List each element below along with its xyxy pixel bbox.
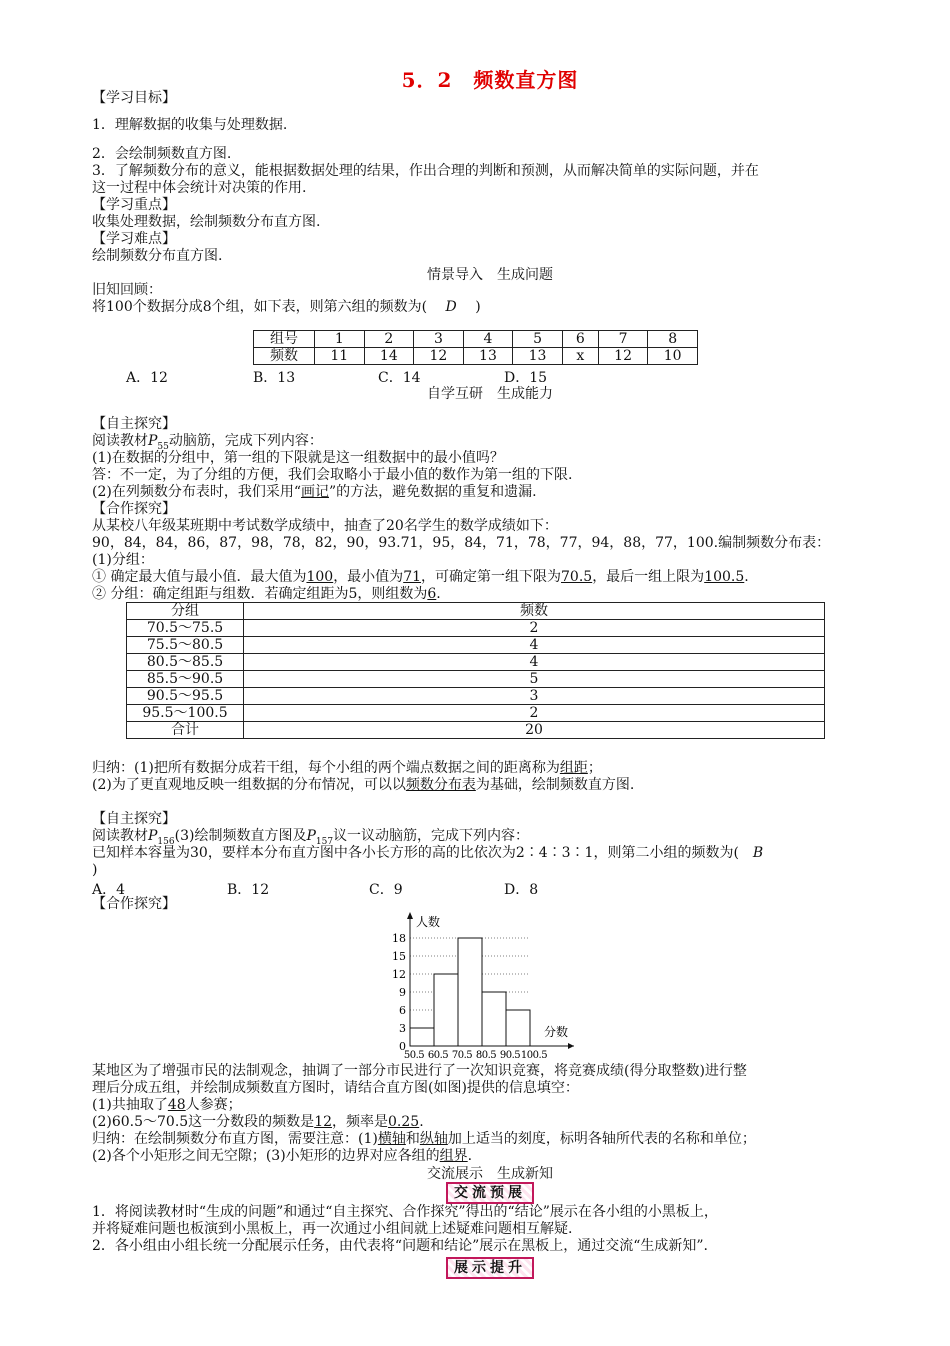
table-cell: 90.5～95.5 [127, 688, 244, 705]
histogram-bar [458, 938, 482, 1046]
table-cell: 1 [315, 331, 365, 348]
x-tick-label: 50.5 [403, 1050, 425, 1060]
coop-text-1: 从某校八年级某班期中考试数学成绩中，抽查了20名学生的数学成绩如下： [92, 518, 558, 534]
table-cell: 13 [513, 348, 563, 365]
table-cell: 75.5～80.5 [127, 637, 244, 654]
question-3-answer: B [752, 845, 764, 861]
review-heading: 旧知回顾： [92, 282, 162, 298]
table-row [127, 620, 825, 637]
table-cell: 11 [315, 348, 365, 365]
goal-3-line1: 3．了解频数分布的意义，能根据数据处理的结果，作出合理的判断和预测，从而解决简单的实际问题，并在 [92, 163, 759, 179]
table-row [127, 671, 825, 688]
table-cell: 合计 [127, 722, 244, 739]
question-3-close: ) [92, 862, 98, 878]
goal-3-line2: 这一过程中体会统计对决策的作用. [92, 180, 307, 196]
badge-display-improve: 展示提升 [0, 1257, 950, 1279]
table-cell: 2 [244, 620, 825, 637]
table-row [127, 637, 825, 654]
summary-3: 归纳：在绘制频数分布直方图，需要注意：(1)横轴和纵轴加上适当的刻度，标明各轴所代表的名称和单位； [92, 1131, 756, 1147]
y-tick-label: 0 [399, 1040, 406, 1053]
y-axis-label: 人数 [416, 915, 441, 929]
table-cell: 组号 [254, 331, 315, 348]
option-c: C．9 [369, 882, 403, 898]
table-cell: 70.5～75.5 [127, 620, 244, 637]
reading-instruction-2: 阅读教材$P_{156}(3)$绘制频数直方图及$P_{157}$议一议动脑筋，完成下列内容： [92, 828, 530, 847]
difficulty-text: 绘制频数分布直方图. [92, 248, 223, 264]
y-tick-label: 12 [392, 968, 406, 981]
table-cell: 4 [244, 654, 825, 671]
explore-heading-1: 【自主探究】 [92, 416, 176, 432]
option-a: A．4 [92, 882, 126, 898]
x-tick-label: 60.5 [427, 1050, 449, 1060]
y-tick-label: 15 [392, 950, 406, 963]
table-header: 分组 [127, 603, 244, 620]
paragraph-3-line1: 某地区为了增强市民的法制观念，抽调了一部分市民进行了一次知识竞赛，将竞赛成绩(得分取整数)进行整 [92, 1063, 747, 1079]
exchange-2: 2．各小组由小组长统一分配展示任务，由代表将“问题和结论”展示在黑板上，通过交流“生成新知”. [92, 1238, 708, 1254]
group-frequency-table [253, 330, 698, 365]
table-cell: 10 [648, 348, 698, 365]
explore-heading-2: 【自主探究】 [92, 811, 176, 827]
coop-heading-1: 【合作探究】 [92, 501, 176, 517]
section-heading-1: 情景导入 生成问题 [427, 267, 553, 283]
goal-2: 2．会绘制频数直方图. [92, 146, 232, 162]
step-2: ② 分组：确定组距与组数．若确定组距为5，则组数为6. [92, 586, 441, 602]
table-row [127, 654, 825, 671]
option-b: B．12 [227, 882, 270, 898]
answer-1: 答：不一定，为了分组的方便，我们会取略小于最小值的数作为第一组的下限. [92, 467, 573, 483]
review-question: 将100个数据分成8个组，如下表，则第六组的频数为( D ) [92, 299, 481, 315]
exchange-1-line1: 1．将阅读教材时“生成的问题”和通过“自主探究、合作探究”得出的“结论”展示在各小组的小黑板上， [92, 1204, 718, 1220]
option-d: D．8 [504, 882, 539, 898]
fill-2: (2)60.5～70.5这一分数段的频数是12，频率是0.25. [92, 1114, 424, 1130]
table-cell: 2 [364, 331, 414, 348]
histogram-bar [482, 992, 506, 1046]
x-axis-arrow [568, 1043, 574, 1049]
table-cell: 3 [414, 331, 464, 348]
x-tick-label: 90.5 [499, 1050, 521, 1060]
table-row [127, 705, 825, 722]
table-cell: 3 [244, 688, 825, 705]
histogram-bar [506, 1010, 530, 1046]
x-tick-label: 80.5 [475, 1050, 497, 1060]
paragraph-3-line2: 理后分成五组，并绘制成频数直方图时，请结合直方图(如图)提供的信息填空： [92, 1080, 579, 1096]
question-3: 已知样本容量为30，要样本分布直方图中各小长方形的高的比依次为2∶4∶3∶1，则第二小组的频数为( B [92, 845, 764, 861]
histogram-bar [434, 974, 458, 1046]
key-heading: 【学习重点】 [92, 197, 176, 213]
table-cell: 13 [463, 348, 513, 365]
table-cell: 4 [244, 637, 825, 654]
goal-1: 1．理解数据的收集与处理数据. [92, 117, 288, 133]
table-cell: 5 [513, 331, 563, 348]
table-cell: 80.5～85.5 [127, 654, 244, 671]
y-tick-label: 9 [399, 986, 406, 999]
x-axis-label: 分数 [544, 1025, 569, 1039]
table-cell: 95.5～100.5 [127, 705, 244, 722]
summary-4: (2)各个小矩形之间无空隙；(3)小矩形的边界对应各组的组界. [92, 1148, 473, 1164]
table-cell: 85.5～90.5 [127, 671, 244, 688]
y-tick-label: 6 [399, 1004, 406, 1017]
fill-1: (1)共抽取了48人参赛； [92, 1097, 242, 1113]
reading-instruction-1: 阅读教材$P_{55}$动脑筋，完成下列内容： [92, 433, 323, 452]
table-cell: 12 [414, 348, 464, 365]
table-cell: 7 [598, 331, 648, 348]
table-row [127, 688, 825, 705]
table-header: 频数 [244, 603, 825, 620]
summary-1: 归纳：(1)把所有数据分成若干组，每个小组的两个端点数据之间的距离称为组距； [92, 760, 602, 776]
score-list: 90，84，84，86，87，98，78，82，90，93.71，95，84，71，78，77，94，88，77，100.编制频数分布表： [92, 535, 831, 551]
option-c: C．14 [378, 370, 421, 386]
goals-heading: 【学习目标】 [92, 90, 176, 106]
section-heading-2: 自学互研 生成能力 [427, 386, 553, 402]
review-answer: D [445, 299, 457, 315]
question-2: (2)在列频数分布表时，我们采用“画记”的方法，避免数据的重复和遗漏. [92, 484, 537, 500]
table-row [127, 722, 825, 739]
table-cell: x [562, 348, 598, 365]
table-cell: 6 [562, 331, 598, 348]
table-cell: 14 [364, 348, 414, 365]
table-cell: 8 [648, 331, 698, 348]
y-tick-label: 18 [392, 932, 406, 945]
x-tick-label: 100.5 [520, 1050, 548, 1060]
coop-heading-2: 【合作探究】 [92, 896, 176, 912]
frequency-histogram [380, 908, 600, 1060]
question-1: (1)在数据的分组中，第一组的下限就是这一组数据中的最小值吗？ [92, 450, 504, 466]
table-cell: 20 [244, 722, 825, 739]
page-title: 5．2 频数直方图 [401, 68, 579, 92]
option-b: B．13 [253, 370, 296, 386]
table-row [254, 348, 698, 365]
step-heading: (1)分组： [92, 552, 154, 568]
table-row [127, 603, 825, 620]
table-cell: 4 [463, 331, 513, 348]
frequency-distribution-table [126, 602, 825, 739]
table-cell: 5 [244, 671, 825, 688]
table-cell: 2 [244, 705, 825, 722]
table-cell: 12 [598, 348, 648, 365]
option-d: D．15 [504, 370, 548, 386]
option-a: A．12 [126, 370, 168, 386]
y-axis-arrow [407, 912, 413, 919]
key-text: 收集处理数据，绘制频数分布直方图. [92, 214, 321, 230]
table-row [254, 331, 698, 348]
badge-exchange-preview: 交流预展 [0, 1182, 950, 1204]
difficulty-heading: 【学习难点】 [92, 231, 176, 247]
step-1: ① 确定最大值与最小值．最大值为100，最小值为71，可确定第一组下限为70.5，最后一组上限为100.5. [92, 569, 749, 585]
histogram-bar [410, 1028, 434, 1046]
table-cell: 频数 [254, 348, 315, 365]
summary-2: (2)为了更直观地反映一组数据的分布情况，可以以频数分布表为基础，绘制频数直方图. [92, 777, 635, 793]
section-heading-3: 交流展示 生成新知 [427, 1166, 553, 1182]
x-tick-label: 70.5 [451, 1050, 473, 1060]
y-tick-label: 3 [399, 1022, 406, 1035]
exchange-1-line2: 并将疑难问题也板演到小黑板上，再一次通过小组间就上述疑难问题相互解疑. [92, 1221, 573, 1237]
